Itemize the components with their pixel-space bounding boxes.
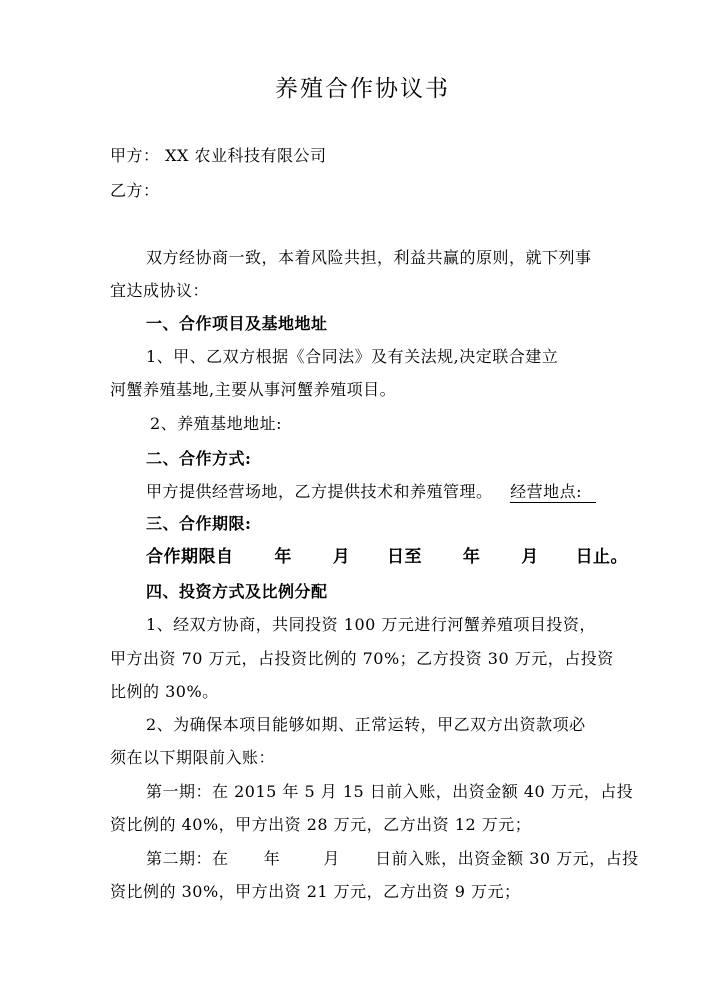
- term-end-year: 年: [462, 547, 481, 567]
- section-4-para-1-line-3: 比例的 30%。: [110, 682, 219, 701]
- term-from-label: 合作期限自: [146, 547, 234, 567]
- term-end-month: 月: [521, 547, 539, 567]
- section-4-heading: 四、投资方式及比例分配: [146, 582, 328, 601]
- intro-line-2: 宜达成协议：: [110, 281, 210, 300]
- section-2-heading: 二、合作方式:: [146, 449, 252, 468]
- term-line: [146, 547, 628, 567]
- section-2-text: [146, 482, 596, 502]
- party-b: 乙方：: [110, 181, 160, 200]
- term-start-year: 年: [274, 547, 292, 567]
- section-1-heading: 一、合作项目及基地地址: [146, 314, 328, 333]
- phase-2-year: 年: [263, 849, 281, 868]
- section-4-para-2-line-1: 2、为确保本项目能够如期、正常运转，甲乙双方出资款项必: [146, 715, 586, 734]
- phase-1-line-2: 资比例的 40%，甲方出资 28 万元，乙方出资 12 万元；: [110, 815, 532, 834]
- party-a: 甲方： XX 农业科技有限公司: [110, 146, 327, 165]
- section-1-para-1-line-1: 1、甲、乙双方根据《合同法》及有关法规,决定联合建立: [146, 347, 559, 366]
- section-4-para-2-line-2: 须在以下期限前入账：: [110, 748, 276, 767]
- document-title: 养殖合作协议书: [275, 76, 450, 102]
- phase-2-line-2: 资比例的 30%，甲方出资 21 万元，乙方出资 9 万元；: [110, 882, 521, 901]
- term-to-label: 日至: [387, 547, 423, 567]
- phase-2-label: 第二期：在: [146, 849, 229, 868]
- section-1-para-1-line-2: 河蟹养殖基地,主要从事河蟹养殖项目。: [110, 380, 397, 399]
- section-4-para-1-line-1: 1、经双方协商，共同投资 100 万元进行河蟹养殖项目投资，: [146, 615, 596, 634]
- section-1-para-2: 2、养殖基地地址:: [150, 414, 283, 433]
- phase-2-rest: 日前入账，出资金额 30 万元，占投: [375, 849, 639, 868]
- phase-1-line-1: 第一期：在 2015 年 5 月 15 日前入账，出资金额 40 万元，占投: [146, 782, 634, 801]
- term-start-month: 月: [332, 547, 351, 567]
- section-3-heading: 三、合作期限:: [146, 514, 252, 533]
- section-4-para-1-line-2: 甲方出资 70 万元，占投资比例的 70%；乙方投资 30 万元，占投资: [110, 649, 614, 668]
- phase-2-line-1: [146, 849, 639, 869]
- phase-2-month: 月: [323, 849, 340, 868]
- business-location-field: 经营地点:: [510, 482, 596, 503]
- term-end-label: 日止。: [575, 547, 629, 567]
- intro-line-1: 双方经协商一致，本着风险共担，利益共赢的原则，就下列事: [146, 248, 592, 267]
- section-2-body: 甲方提供经营场地，乙方提供技术和养殖管理。: [146, 482, 493, 501]
